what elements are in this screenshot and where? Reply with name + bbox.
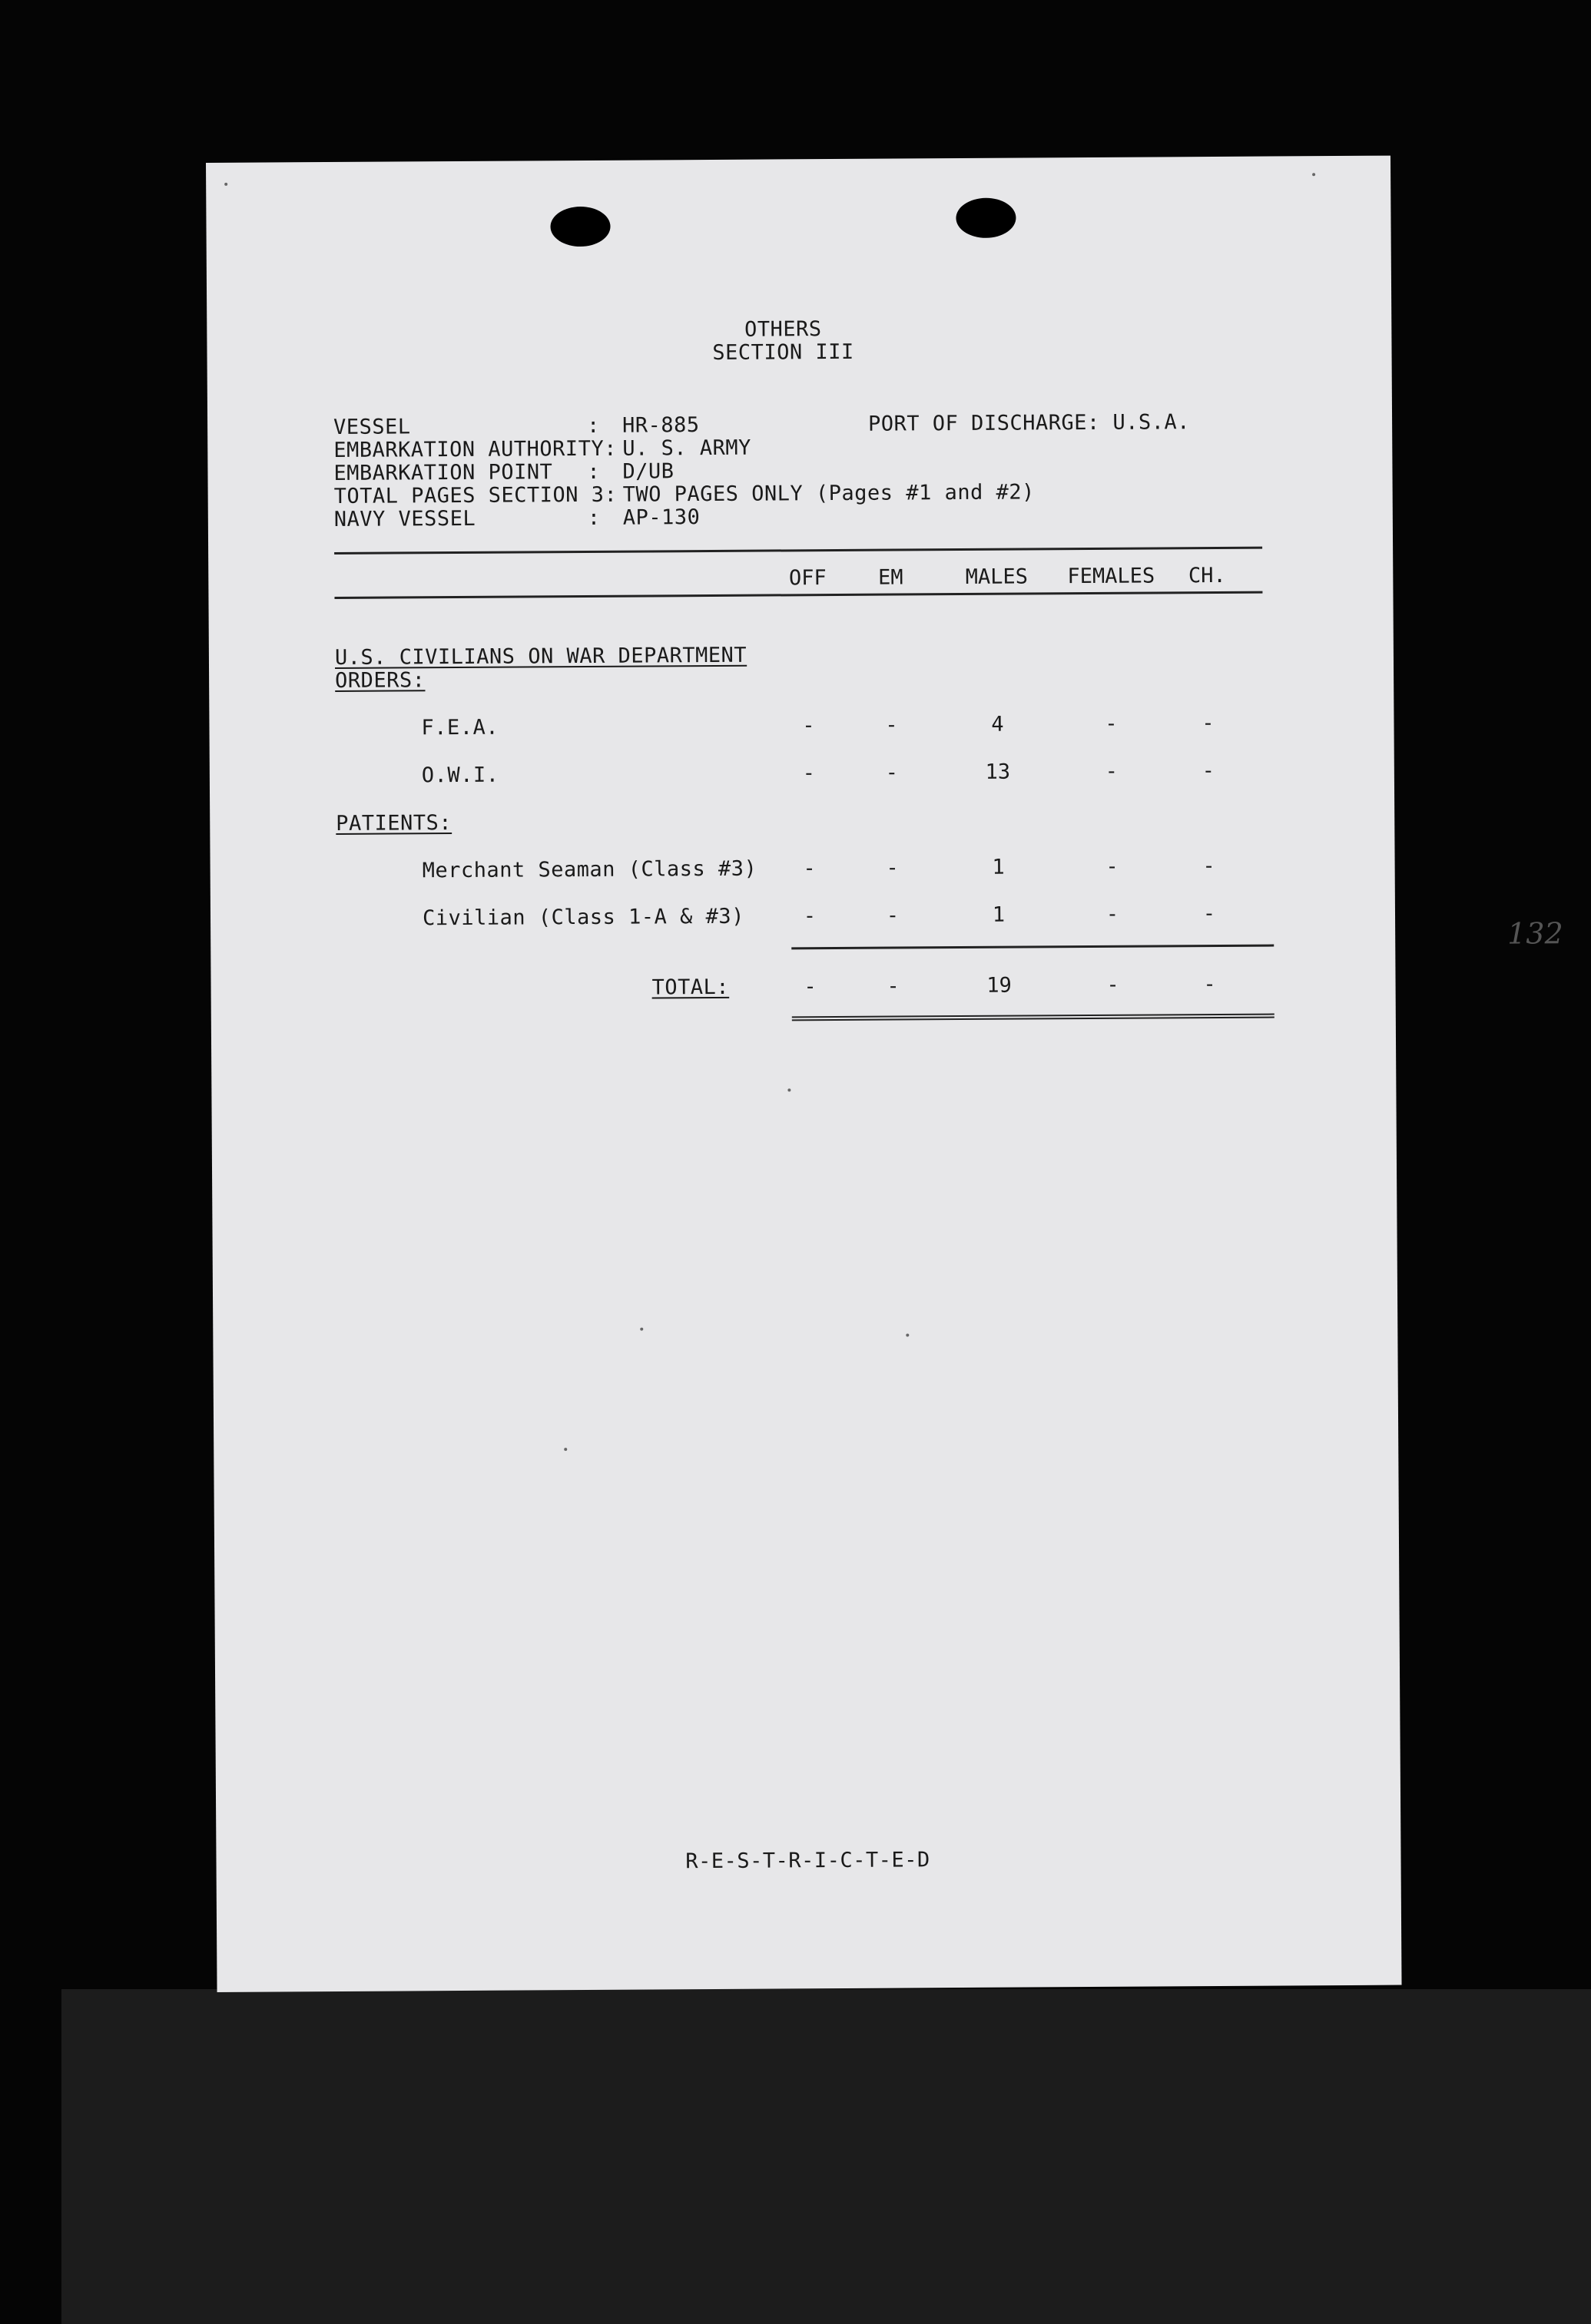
colon: : — [587, 459, 601, 484]
punch-hole-right — [956, 198, 1016, 238]
field-label-vessel: VESSEL — [333, 415, 411, 439]
row-em: - — [885, 760, 899, 785]
document-subtitle: SECTION III — [712, 339, 854, 365]
colon: : — [587, 413, 600, 438]
document-title: OTHERS — [744, 317, 822, 342]
field-label-navy-vessel: NAVY VESSEL — [333, 506, 476, 531]
field-value-embarkation-authority: U. S. ARMY — [622, 435, 751, 461]
field-value-navy-vessel: AP-130 — [622, 505, 701, 530]
total-double-rule — [792, 1014, 1274, 1021]
row-ch: - — [1202, 901, 1216, 926]
colon: : — [587, 505, 601, 530]
row-em: - — [886, 903, 900, 928]
field-value-vessel: HR-885 — [622, 413, 700, 438]
row-label: Merchant Seaman (Class #3) — [422, 856, 757, 883]
header-rule-top — [334, 547, 1262, 555]
row-ch: - — [1202, 710, 1215, 736]
column-header-ch: CH. — [1188, 563, 1226, 588]
row-off: - — [803, 856, 816, 881]
margin-page-number: 132 — [1507, 916, 1563, 951]
row-off: - — [802, 761, 816, 786]
row-females: - — [1105, 854, 1119, 879]
total-em: - — [887, 974, 900, 998]
section-heading-civilians: U.S. CIVILIANS ON WAR DEPARTMENT — [334, 643, 747, 670]
column-header-females: FEMALES — [1067, 564, 1155, 589]
field-value-total-pages: TWO PAGES ONLY (Pages #1 and #2) — [622, 480, 1035, 507]
field-value-embarkation-point: D/UB — [622, 459, 675, 484]
field-label-total-pages: TOTAL PAGES SECTION 3: — [333, 482, 618, 508]
port-of-discharge: PORT OF DISCHARGE: U.S.A. — [867, 410, 1191, 436]
document-page — [206, 156, 1563, 1992]
column-header-males: MALES — [965, 564, 1029, 589]
restricted-footer: R-E-S-T-R-I-C-T-E-D — [685, 1848, 930, 1874]
row-em: - — [886, 856, 899, 880]
speck — [564, 1448, 567, 1451]
speck — [224, 183, 227, 186]
total-label: TOTAL: — [651, 975, 730, 1000]
row-label: Civilian (Class 1-A & #3) — [422, 904, 744, 931]
row-ch: - — [1202, 853, 1215, 879]
field-label-embarkation-point: EMBARKATION POINT — [333, 460, 553, 485]
subtotal-rule — [791, 945, 1274, 950]
row-off: - — [802, 713, 815, 738]
row-label: O.W.I. — [421, 763, 499, 788]
speck — [1312, 173, 1315, 176]
section-heading-orders: ORDERS: — [335, 668, 426, 693]
row-males: 1 — [992, 902, 1006, 927]
speck — [906, 1333, 909, 1336]
row-em: - — [885, 713, 898, 737]
column-header-off: OFF — [788, 566, 827, 591]
punch-hole-left — [550, 207, 610, 247]
row-males: 1 — [992, 855, 1005, 879]
film-background — [61, 1989, 1591, 2324]
column-header-em: EM — [877, 565, 903, 590]
row-off: - — [803, 904, 817, 929]
row-females: - — [1105, 759, 1119, 783]
section-heading-patients: PATIENTS: — [336, 811, 452, 836]
total-females: - — [1106, 972, 1119, 997]
total-ch: - — [1203, 972, 1216, 997]
row-females: - — [1105, 902, 1119, 926]
row-males: 4 — [991, 712, 1004, 737]
row-ch: - — [1202, 758, 1215, 783]
total-off: - — [804, 975, 817, 999]
speck — [640, 1328, 643, 1331]
total-males: 19 — [986, 973, 1012, 998]
speck — [787, 1088, 791, 1091]
header-rule-bottom — [334, 591, 1262, 599]
field-label-embarkation-authority: EMBARKATION AUTHORITY: — [333, 436, 618, 462]
row-females: - — [1105, 711, 1118, 736]
row-label: F.E.A. — [421, 715, 499, 740]
row-males: 13 — [985, 760, 1011, 784]
